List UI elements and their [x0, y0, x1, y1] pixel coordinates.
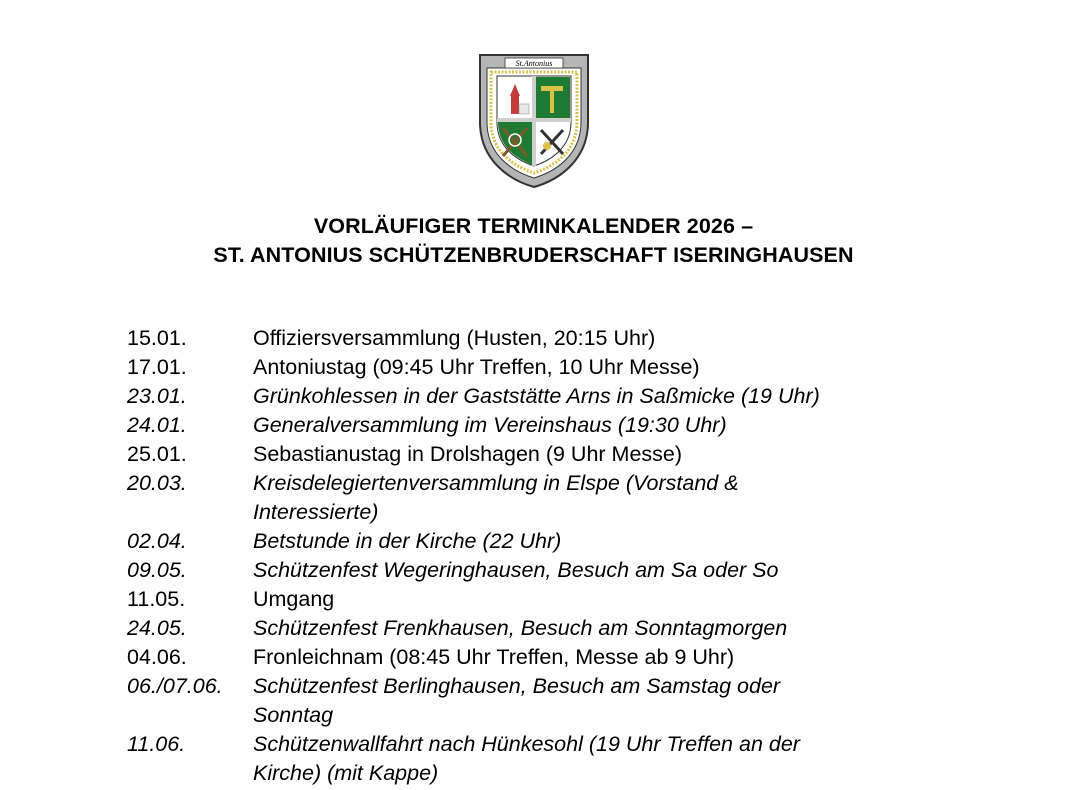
event-text: Antoniustag (09:45 Uhr Treffen, 10 Uhr Messe)	[253, 355, 700, 379]
event-date: 24.05.	[127, 616, 187, 640]
event-list	[127, 324, 1027, 788]
event-text: Fronleichnam (08:45 Uhr Treffen, Messe ab 9 Uhr)	[253, 645, 735, 669]
event-date: 02.04.	[127, 529, 187, 553]
event-row	[127, 643, 1027, 672]
event-date: 11.06.	[127, 732, 186, 756]
event-date: 15.01.	[127, 326, 187, 350]
event-date: 04.06.	[127, 645, 187, 669]
event-date: 09.05.	[127, 558, 187, 582]
event-row	[127, 469, 1027, 527]
event-text: Schützenfest Wegeringhausen, Besuch am Sa oder So	[253, 558, 779, 582]
event-text: Kreisdelegiertenversammlung in Elspe (Vorstand & Interessierte)	[253, 471, 739, 524]
event-date: 24.01.	[127, 413, 187, 437]
event-text: Schützenfest Frenkhausen, Besuch am Sonntagmorgen	[253, 616, 788, 640]
crest-top-text: St.Antonius	[515, 59, 553, 68]
event-row	[127, 382, 1027, 411]
page-title-line-2: ST. ANTONIUS SCHÜTZENBRUDERSCHAFT ISERINGHAUSEN	[213, 243, 854, 267]
event-text: Generalversammlung im Vereinshaus (19:30 Uhr)	[253, 413, 727, 437]
event-row	[127, 556, 1027, 585]
event-text: Offiziersversammlung (Husten, 20:15 Uhr)	[253, 326, 656, 350]
event-row	[127, 672, 1027, 730]
event-date: 23.01.	[127, 384, 187, 408]
event-date: 20.03.	[127, 471, 187, 495]
event-text: Schützenwallfahrt nach Hünkesohl (19 Uhr Treffen an der Kirche) (mit Kappe)	[253, 732, 800, 785]
crest-logo	[477, 52, 591, 190]
event-row	[127, 585, 1027, 614]
event-row	[127, 411, 1027, 440]
event-text: Betstunde in der Kirche (22 Uhr)	[253, 529, 562, 553]
event-text: Umgang	[253, 587, 335, 611]
event-row	[127, 614, 1027, 643]
page-title-line-1: VORLÄUFIGER TERMINKALENDER 2026 –	[313, 214, 754, 238]
event-text: Grünkohlessen in der Gaststätte Arns in Saßmicke (19 Uhr)	[253, 384, 820, 408]
event-row	[127, 324, 1027, 353]
event-text: Schützenfest Berlinghausen, Besuch am Samstag oder Sonntag	[253, 674, 781, 727]
event-row	[127, 440, 1027, 469]
event-row	[127, 730, 1027, 788]
event-row	[127, 353, 1027, 382]
event-date: 25.01.	[127, 442, 187, 466]
event-date: 17.01.	[127, 355, 187, 379]
event-date: 11.05.	[127, 587, 186, 611]
event-date: 06./07.06.	[127, 674, 223, 698]
event-row	[127, 527, 1027, 556]
event-text: Sebastianustag in Drolshagen (9 Uhr Messe)	[253, 442, 683, 466]
